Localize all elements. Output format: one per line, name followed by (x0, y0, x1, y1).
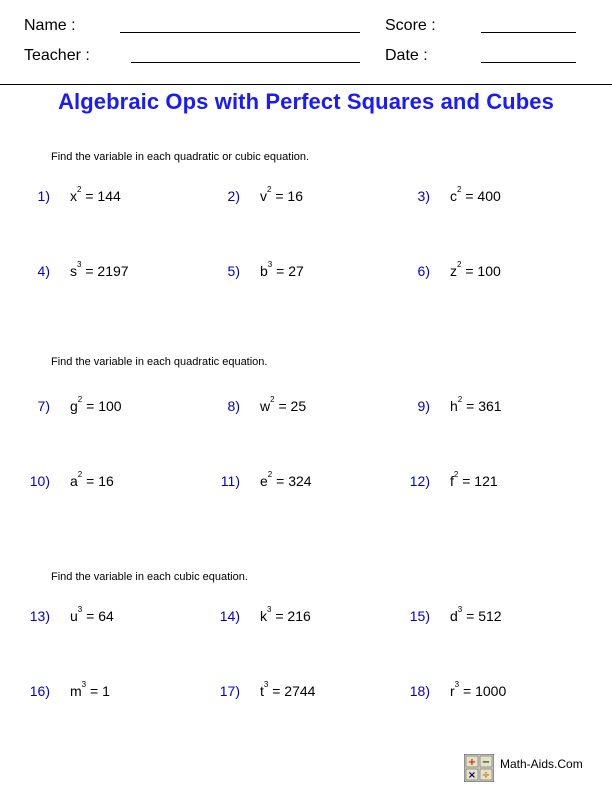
problem-number: 7) (37, 398, 50, 414)
section-instruction: Find the variable in each cubic equation. (51, 571, 248, 583)
problem-equation (450, 260, 501, 279)
problem-number: 14) (219, 608, 240, 624)
equation-rhs: = 2744 (272, 683, 316, 699)
equation-exponent: 3 (77, 605, 83, 615)
equation-exponent: 2 (267, 185, 272, 195)
equation-variable: r (450, 683, 455, 699)
logo-times: × (467, 770, 477, 781)
equation-variable: h (450, 398, 458, 414)
name-label: Name : (24, 17, 76, 34)
worksheet-title: Algebraic Ops with Perfect Squares and Cubes (58, 89, 554, 114)
equation-variable: d (450, 608, 458, 624)
logo-divide: ÷ (481, 770, 491, 781)
problem-equation (260, 680, 316, 699)
equation-rhs: = 100 (86, 398, 122, 414)
equation-exponent: 3 (81, 680, 87, 690)
problem-equation (260, 395, 307, 414)
equation-variable: b (260, 263, 268, 279)
problem-number: 8) (227, 398, 240, 414)
equation-rhs: = 2197 (85, 263, 129, 279)
equation-exponent: 2 (457, 260, 462, 270)
equation-variable: c (450, 188, 457, 204)
equation-rhs: = 27 (276, 263, 304, 279)
problem-equation (70, 470, 114, 489)
problem-equation (70, 605, 114, 624)
equation-variable: z (450, 263, 457, 279)
equation-rhs: = 64 (86, 608, 114, 624)
equation-rhs: = 144 (85, 188, 121, 204)
teacher-label: Teacher : (24, 47, 90, 64)
equation-rhs: = 16 (275, 188, 303, 204)
problem-number: 4) (37, 263, 50, 279)
equation-exponent: 2 (77, 470, 83, 480)
brand-text[interactable]: Math-Aids.Com (500, 757, 583, 771)
equation-variable: f (450, 473, 454, 489)
problem-number: 17) (219, 683, 240, 699)
equation-exponent: 3 (267, 260, 273, 270)
equation-exponent: 2 (457, 185, 462, 195)
equation-exponent: 2 (77, 185, 82, 195)
equation-rhs: = 16 (86, 473, 114, 489)
equation-exponent: 2 (267, 470, 273, 480)
problem-equation (450, 605, 502, 624)
equation-rhs: = 512 (466, 608, 502, 624)
equation-exponent: 2 (453, 470, 459, 480)
equation-exponent: 3 (267, 605, 272, 615)
problem-number: 1) (37, 188, 50, 204)
problem-equation (450, 395, 502, 414)
equation-variable: u (70, 608, 78, 624)
equation-rhs: = 400 (465, 188, 501, 204)
equation-rhs: = 1000 (463, 683, 507, 699)
equation-rhs: = 216 (275, 608, 311, 624)
header-divider (0, 84, 612, 85)
equation-variable: s (70, 263, 77, 279)
problem-equation (260, 470, 312, 489)
equation-exponent: 2 (77, 395, 83, 405)
equation-exponent: 3 (77, 260, 82, 270)
equation-variable: t (260, 683, 264, 699)
section-instruction: Find the variable in each quadratic equation. (51, 356, 268, 368)
problem-equation (260, 260, 304, 279)
problem-number: 10) (29, 473, 50, 489)
equation-variable: e (260, 473, 268, 489)
problem-number: 11) (220, 473, 240, 489)
equation-variable: a (70, 473, 78, 489)
equation-exponent: 2 (270, 395, 275, 405)
problem-number: 12) (409, 473, 430, 489)
equation-variable: g (70, 398, 78, 414)
equation-variable: m (70, 683, 82, 699)
equation-rhs: = 1 (90, 683, 110, 699)
section-instruction: Find the variable in each quadratic or cubic equation. (51, 151, 310, 163)
logo-plus: + (467, 757, 477, 768)
problem-equation (450, 185, 501, 204)
equation-variable: x (70, 188, 77, 204)
problem-number: 16) (29, 683, 50, 699)
date-line[interactable] (481, 62, 576, 63)
problem-number: 15) (409, 608, 430, 624)
equation-rhs: = 25 (278, 398, 307, 414)
equation-exponent: 2 (457, 395, 463, 405)
equation-variable: k (260, 608, 267, 624)
date-label: Date : (385, 47, 428, 64)
equation-exponent: 3 (457, 605, 463, 615)
equation-rhs: = 324 (276, 473, 312, 489)
problem-equation (70, 395, 122, 414)
problem-equation (260, 185, 303, 204)
problem-equation (70, 680, 110, 699)
problem-equation (450, 680, 507, 699)
calculator-operations-icon (464, 754, 494, 782)
equation-exponent: 3 (454, 680, 460, 690)
problem-number: 5) (227, 263, 240, 279)
problem-equation (70, 260, 129, 279)
equation-variable: v (260, 188, 267, 204)
problem-number: 2) (227, 188, 240, 204)
logo-minus: − (481, 757, 491, 768)
equation-rhs: = 361 (466, 398, 502, 414)
problem-equation (450, 470, 498, 489)
problem-number: 6) (417, 263, 430, 279)
equation-rhs: = 121 (462, 473, 498, 489)
problem-number: 9) (417, 398, 430, 414)
score-line[interactable] (481, 32, 576, 33)
score-label: Score : (385, 17, 436, 34)
problem-equation (70, 185, 121, 204)
equation-rhs: = 100 (465, 263, 501, 279)
problem-number: 13) (29, 608, 50, 624)
equation-variable: w (260, 398, 271, 414)
name-line[interactable] (120, 32, 360, 33)
problem-equation (260, 605, 311, 624)
problem-number: 3) (417, 188, 430, 204)
problem-number: 18) (409, 683, 430, 699)
equation-exponent: 3 (263, 680, 269, 690)
teacher-line[interactable] (131, 62, 360, 63)
